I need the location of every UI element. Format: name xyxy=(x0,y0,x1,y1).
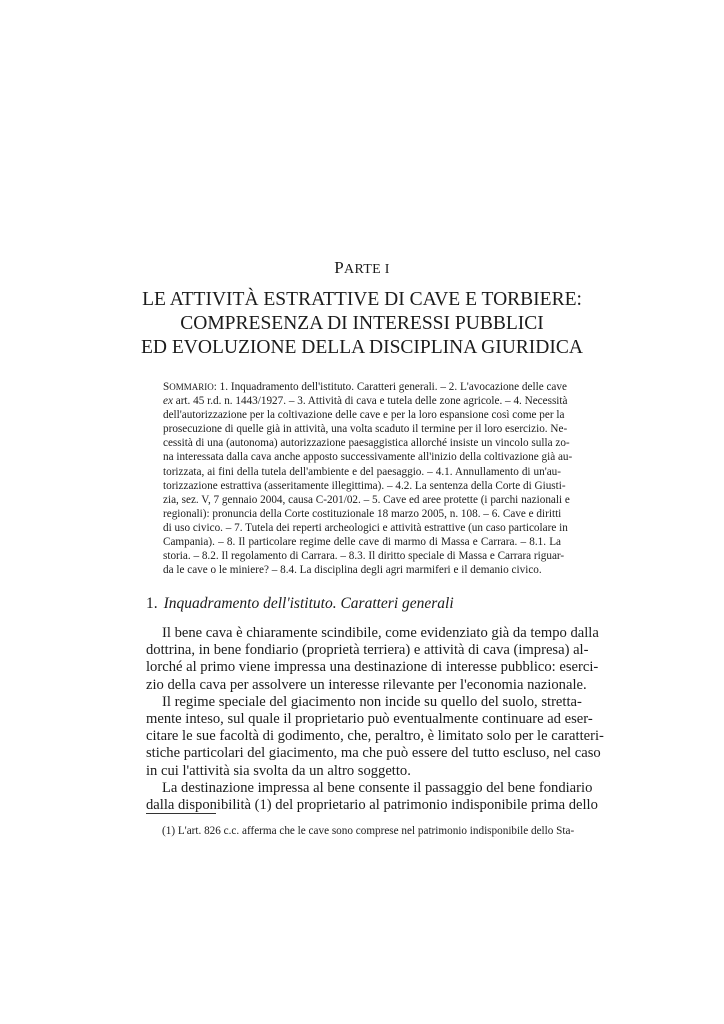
body-text xyxy=(146,625,604,814)
summary-line xyxy=(163,380,567,394)
summary-line: di uso civico. – 7. Tutela dei reperti archeologici e attività estrattive (un caso particolare in xyxy=(163,521,568,534)
body-line: stiche particolari del giacimento, ma che può essere del tutto escluso, nel caso xyxy=(146,745,601,762)
section-title: Inquadramento dell'istituto. Caratteri generali xyxy=(163,595,454,612)
summary-line: prosecuzione di quelle già in attività, una volta scaduto il termine per il loro esercizio. Ne- xyxy=(163,423,568,436)
summary-line: cessità di una (autonoma) autorizzazione paesaggistica allorché insiste un vincolo sulla zo- xyxy=(163,437,570,450)
section-number: 1. xyxy=(146,595,158,612)
summary-line: Campania). – 8. Il particolare regime delle cave di marmo di Massa e Carrara. – 8.1. La xyxy=(163,536,561,549)
body-line: mente inteso, sul quale il proprietario può eventualmente continuare ad eser- xyxy=(146,711,593,728)
summary-italic-ex: ex xyxy=(163,395,173,408)
summary-line: torizzazione estrattiva (asseritamente illegittima). – 4.2. La sentenza della Corte di Giusti- xyxy=(163,479,566,492)
footnote-rule xyxy=(146,813,216,814)
part-label-initial: P xyxy=(334,258,345,277)
title-line: COMPRESENZA DI INTERESSI PUBBLICI xyxy=(180,313,544,334)
part-label-rest: ARTE I xyxy=(344,262,390,277)
section-heading xyxy=(146,595,454,613)
summary-label-rest: OMMARIO xyxy=(169,382,214,392)
body-line: citare le sue facoltà di godimento, che, peraltro, è limitato solo per le caratteri- xyxy=(146,728,604,745)
summary-line: zia, sez. V, 7 gennaio 2004, causa C-201/02. – 5. Cave ed aree protette (i parchi nazionali e xyxy=(163,493,570,506)
body-line: lorché al primo viene impressa una destinazione di interesse pubblico: eserci- xyxy=(146,659,599,676)
chapter-title xyxy=(0,288,724,360)
part-label xyxy=(0,258,724,278)
summary-label-initial: S xyxy=(163,381,170,393)
body-line: dalla disponibilità (1) del proprietario al patrimonio indisponibile prima dello xyxy=(146,797,598,814)
body-line: Il bene cava è chiaramente scindibile, come evidenziato già da tempo dalla xyxy=(162,625,599,641)
body-line: in cui l'attività sia svolta da un altro soggetto. xyxy=(146,762,411,779)
title-line: ED EVOLUZIONE DELLA DISCIPLINA GIURIDICA xyxy=(141,337,583,358)
summary-line: dell'autorizzazione per la coltivazione delle cave e per la loro espansione così come per la xyxy=(163,409,565,422)
title-line: LE ATTIVITÀ ESTRATTIVE DI CAVE E TORBIERE: xyxy=(142,289,582,310)
summary-line: regionali): pronuncia della Corte costituzionale 18 marzo 2005, n. 108. – 6. Cave e diritti xyxy=(163,507,562,520)
body-line: La destinazione impressa al bene consente il passaggio del bene fondiario xyxy=(162,779,593,796)
body-line: Il regime speciale del giacimento non incide su quello del suolo, stretta- xyxy=(162,693,582,710)
summary-line: na interessata dalla cava anche apposto successivamente all'inizio della coltivazione già au- xyxy=(163,451,573,464)
footnote: (1) L'art. 826 c.c. afferma che le cave sono comprese nel patrimonio indisponibile dello Sta- xyxy=(162,825,575,837)
summary-line: torizzata, ai fini della tutela dell'ambiente e del paesaggio. – 4.1. Annullamento di un'au- xyxy=(163,465,561,478)
summary-block xyxy=(163,380,573,577)
body-line: dottrina, in bene fondiario (proprietà terriera) e attività di cava (impresa) al- xyxy=(146,642,589,659)
summary-line-text: art. 45 r.d. n. 1443/1927. – 3. Attività di cava e tutela delle zone agricole. – 4. Necessità xyxy=(172,395,568,408)
summary-line: storia. – 8.2. Il regolamento di Carrara. – 8.3. Il diritto speciale di Massa e Carrara riguar- xyxy=(163,550,565,563)
summary-line-text: : 1. Inquadramento dell'istituto. Caratteri generali. – 2. L'avocazione delle cave xyxy=(213,381,567,393)
summary-line xyxy=(163,394,568,408)
body-line: zio della cava per assolvere un interesse rilevante per l'economia nazionale. xyxy=(146,676,587,693)
summary-line: da le cave o le miniere? – 8.4. La disciplina degli agri marmiferi e il demanio civico. xyxy=(163,564,542,577)
